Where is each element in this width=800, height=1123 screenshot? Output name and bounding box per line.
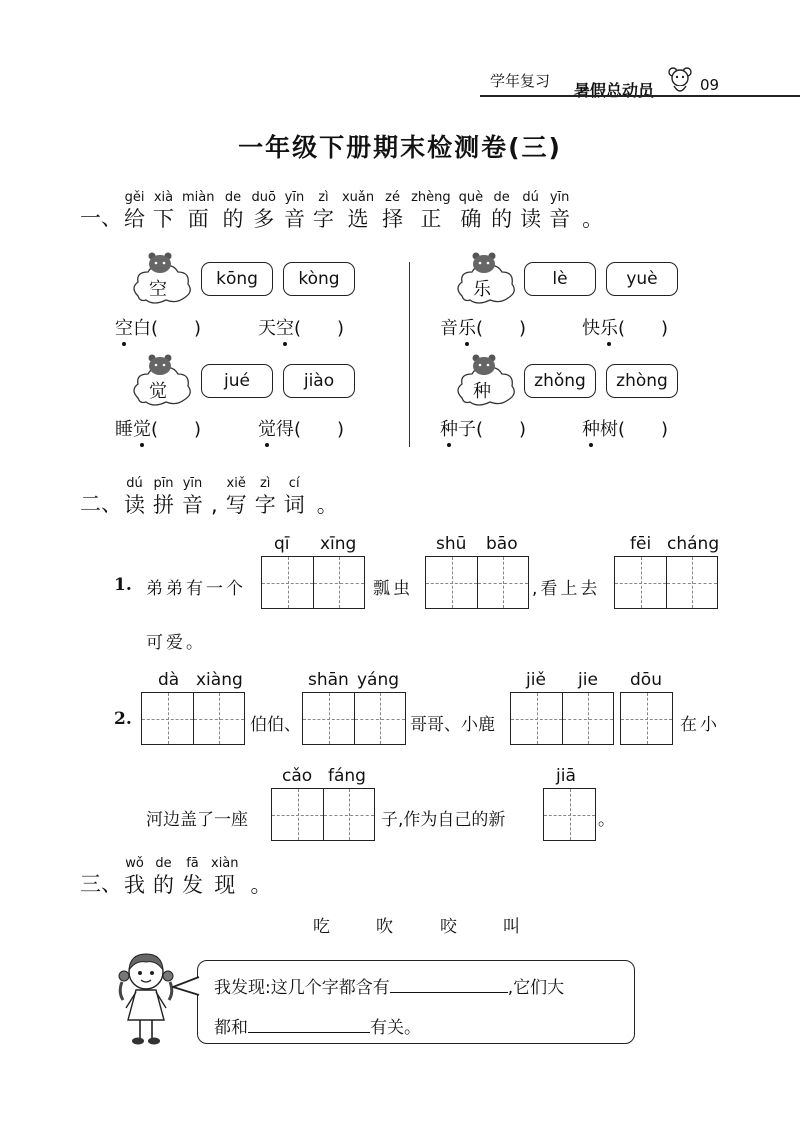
heading-hanzi: 的 bbox=[491, 207, 513, 231]
word-item: 快乐( ) bbox=[582, 314, 668, 340]
heading-pinyin: dú bbox=[126, 476, 143, 491]
heading-pinyin: xuǎn bbox=[341, 190, 375, 205]
answer-blank[interactable] bbox=[390, 976, 508, 993]
heading-pinyin: wǒ bbox=[125, 856, 144, 871]
word-item: 空白( ) bbox=[115, 314, 201, 340]
section3-heading bbox=[80, 856, 272, 898]
pinyin-label: qī bbox=[274, 534, 290, 554]
pinyin-label: cǎo bbox=[282, 766, 313, 786]
heading-pinyin: zì bbox=[318, 190, 329, 205]
word-item: 音乐( ) bbox=[440, 314, 526, 340]
heading-pinyin: de bbox=[224, 190, 242, 205]
heading-period: 。 bbox=[316, 493, 338, 517]
column-divider bbox=[409, 262, 410, 447]
heading-pinyin: zé bbox=[385, 190, 400, 205]
heading-char bbox=[153, 476, 174, 518]
heading-hanzi: 的 bbox=[153, 873, 174, 897]
option-pill[interactable]: lè bbox=[524, 262, 596, 296]
heading-hanzi: 音 bbox=[549, 207, 571, 231]
question-text: 河边盖了一座 bbox=[146, 810, 248, 830]
option-pill[interactable]: jiào bbox=[283, 364, 355, 398]
heading-hanzi: 择 bbox=[382, 207, 404, 231]
heading-hanzi: 字 bbox=[312, 207, 334, 231]
heading-pinyin: yīn bbox=[284, 190, 305, 205]
heading-char bbox=[255, 476, 276, 518]
writing-box[interactable] bbox=[302, 692, 406, 745]
character-list-item: 吃 bbox=[313, 917, 330, 937]
section-number: 二、 bbox=[80, 492, 122, 516]
question-text: 可爱。 bbox=[146, 633, 206, 653]
bear-mascot-icon bbox=[667, 66, 693, 98]
heading-hanzi: 音 bbox=[283, 207, 305, 231]
section-number: 三、 bbox=[80, 872, 122, 896]
heading-pinyin: zì bbox=[259, 476, 271, 491]
pinyin-label: jie bbox=[578, 670, 598, 690]
heading-pinyin: de bbox=[155, 856, 172, 871]
pinyin-label: cháng bbox=[667, 534, 720, 554]
speech-bubble bbox=[197, 960, 635, 1044]
pinyin-label: shū bbox=[436, 534, 467, 554]
bubble-line-2: 都和 有关。 bbox=[214, 1018, 421, 1038]
section1-heading bbox=[80, 190, 603, 232]
heading-char bbox=[153, 856, 174, 898]
word-item: 觉得( ) bbox=[258, 415, 344, 441]
pinyin-label: xiàng bbox=[196, 670, 243, 690]
option-pill[interactable]: zhòng bbox=[606, 364, 678, 398]
pinyin-label: jiě bbox=[526, 670, 546, 690]
cloud-char-kong bbox=[130, 250, 200, 308]
heading-char bbox=[222, 190, 243, 232]
question-text: 弟弟有一个 bbox=[146, 579, 246, 599]
cloud-char-jue bbox=[130, 352, 200, 410]
question-text: 瓢虫 bbox=[373, 579, 413, 599]
heading-hanzi: 发 bbox=[182, 873, 203, 897]
character-list-item: 吹 bbox=[376, 917, 393, 937]
writing-box[interactable] bbox=[543, 788, 596, 841]
heading-hanzi: 面 bbox=[187, 207, 209, 231]
word-item: 天空( ) bbox=[258, 314, 344, 340]
heading-hanzi: , bbox=[211, 493, 218, 517]
heading-char bbox=[182, 856, 203, 898]
question-number: 1. bbox=[114, 575, 132, 595]
question-text: 伯伯、 bbox=[250, 715, 301, 735]
word-item: 种树( ) bbox=[582, 415, 668, 441]
heading-pinyin: fā bbox=[186, 856, 199, 871]
question-text: ,看上去 bbox=[532, 579, 601, 599]
heading-pinyin: xiàn bbox=[211, 856, 239, 871]
heading-hanzi: 下 bbox=[153, 207, 174, 231]
section-number: 一、 bbox=[80, 206, 122, 230]
pinyin-label: dōu bbox=[630, 670, 662, 690]
heading-pinyin: xià bbox=[153, 190, 174, 205]
heading-char bbox=[182, 190, 214, 232]
heading-pinyin: xiě bbox=[226, 476, 246, 491]
word-item: 睡觉( ) bbox=[115, 415, 201, 441]
heading-pinyin: miàn bbox=[182, 190, 215, 205]
cloud-char: 乐 bbox=[473, 279, 491, 300]
heading-pinyin: yīn bbox=[182, 476, 203, 491]
writing-box[interactable] bbox=[141, 692, 245, 745]
option-pill[interactable]: yuè bbox=[606, 262, 678, 296]
cloud-char-zhong bbox=[454, 352, 524, 410]
page-number: 09 bbox=[700, 76, 720, 94]
heading-hanzi: 写 bbox=[225, 493, 247, 517]
heading-char bbox=[284, 476, 305, 518]
page-title: 一年级下册期末检测卷(三) bbox=[238, 133, 562, 162]
heading-hanzi: 读 bbox=[124, 493, 145, 517]
pinyin-label: jiā bbox=[556, 766, 576, 786]
heading-char bbox=[520, 190, 541, 232]
heading-pinyin: pīn bbox=[153, 476, 174, 491]
heading-period: 。 bbox=[582, 207, 604, 231]
pinyin-label: yáng bbox=[357, 670, 400, 690]
heading-hanzi: 我 bbox=[124, 873, 145, 897]
answer-blank[interactable] bbox=[248, 1016, 370, 1033]
character-list-item: 咬 bbox=[440, 917, 457, 937]
heading-char bbox=[284, 190, 305, 232]
question-text: 哥哥、小鹿 bbox=[410, 715, 495, 735]
pinyin-label: fēi bbox=[630, 534, 652, 554]
writing-box[interactable] bbox=[261, 556, 365, 609]
heading-char bbox=[313, 190, 334, 232]
heading-char bbox=[251, 190, 275, 232]
heading-char bbox=[226, 476, 247, 518]
heading-hanzi: 读 bbox=[520, 207, 542, 231]
header-left-label: 学年复习 bbox=[490, 72, 551, 90]
option-pill[interactable]: kōng bbox=[201, 262, 273, 296]
heading-pinyin: cí bbox=[288, 476, 300, 491]
heading-hanzi: 的 bbox=[222, 207, 244, 231]
heading-hanzi: 拼 bbox=[153, 493, 174, 517]
section2-heading bbox=[80, 476, 338, 518]
heading-char bbox=[211, 856, 239, 898]
heading-hanzi: 确 bbox=[460, 207, 482, 231]
question-text: 。 bbox=[598, 810, 615, 830]
character-list-item: 叫 bbox=[503, 917, 520, 937]
cloud-char: 空 bbox=[149, 279, 167, 300]
bubble-line-1: 我发现:这几个字都含有 ,它们大 bbox=[214, 978, 565, 998]
heading-char bbox=[211, 476, 218, 518]
cloud-char: 觉 bbox=[149, 381, 167, 402]
header-brand: 暑假总动员 bbox=[574, 81, 655, 100]
heading-hanzi: 给 bbox=[124, 207, 145, 231]
question-text: 子,作为自己的新 bbox=[381, 810, 506, 830]
heading-hanzi: 现 bbox=[214, 873, 236, 897]
writing-box[interactable] bbox=[614, 556, 718, 609]
writing-box[interactable] bbox=[271, 788, 375, 841]
bubble-tail bbox=[172, 973, 200, 1001]
option-pill[interactable]: zhǒng bbox=[524, 364, 596, 398]
heading-char bbox=[459, 190, 484, 232]
heading-char bbox=[153, 190, 174, 232]
question-text: 在小 bbox=[680, 715, 720, 735]
heading-char bbox=[342, 190, 374, 232]
heading-pinyin: zhèng bbox=[411, 190, 451, 205]
heading-hanzi: 字 bbox=[254, 493, 276, 517]
heading-pinyin: què bbox=[458, 190, 484, 205]
girl-illustration-icon bbox=[114, 948, 178, 1048]
heading-hanzi: 多 bbox=[253, 207, 275, 231]
cloud-char: 种 bbox=[473, 381, 491, 402]
question-number: 2. bbox=[114, 709, 132, 729]
option-pill[interactable]: kòng bbox=[283, 262, 355, 296]
heading-pinyin: duō bbox=[251, 190, 276, 205]
heading-hanzi: 选 bbox=[347, 207, 369, 231]
word-item: 种子( ) bbox=[440, 415, 526, 441]
cloud-char-le bbox=[454, 250, 524, 308]
pinyin-label: xīng bbox=[320, 534, 357, 554]
pinyin-label: dà bbox=[158, 670, 180, 690]
heading-hanzi: 正 bbox=[420, 207, 442, 231]
writing-box[interactable] bbox=[620, 692, 673, 745]
pinyin-label: shān bbox=[308, 670, 349, 690]
writing-box[interactable] bbox=[510, 692, 614, 745]
heading-char bbox=[549, 190, 570, 232]
pinyin-label: bāo bbox=[486, 534, 518, 554]
heading-pinyin: gěi bbox=[124, 190, 145, 205]
heading-pinyin: yīn bbox=[549, 190, 570, 205]
heading-hanzi: 词 bbox=[283, 493, 305, 517]
heading-pinyin: de bbox=[493, 190, 510, 205]
heading-char bbox=[124, 476, 145, 518]
heading-pinyin: dú bbox=[522, 190, 539, 205]
heading-char bbox=[124, 190, 145, 232]
header-rule bbox=[480, 95, 800, 97]
heading-char bbox=[491, 190, 512, 232]
heading-char bbox=[382, 190, 403, 232]
heading-char bbox=[182, 476, 203, 518]
heading-period: 。 bbox=[250, 873, 272, 897]
pinyin-label: fáng bbox=[328, 766, 366, 786]
heading-hanzi: 音 bbox=[182, 493, 203, 517]
heading-char bbox=[411, 190, 451, 232]
option-pill[interactable]: jué bbox=[201, 364, 273, 398]
writing-box[interactable] bbox=[425, 556, 529, 609]
heading-char bbox=[124, 856, 145, 898]
